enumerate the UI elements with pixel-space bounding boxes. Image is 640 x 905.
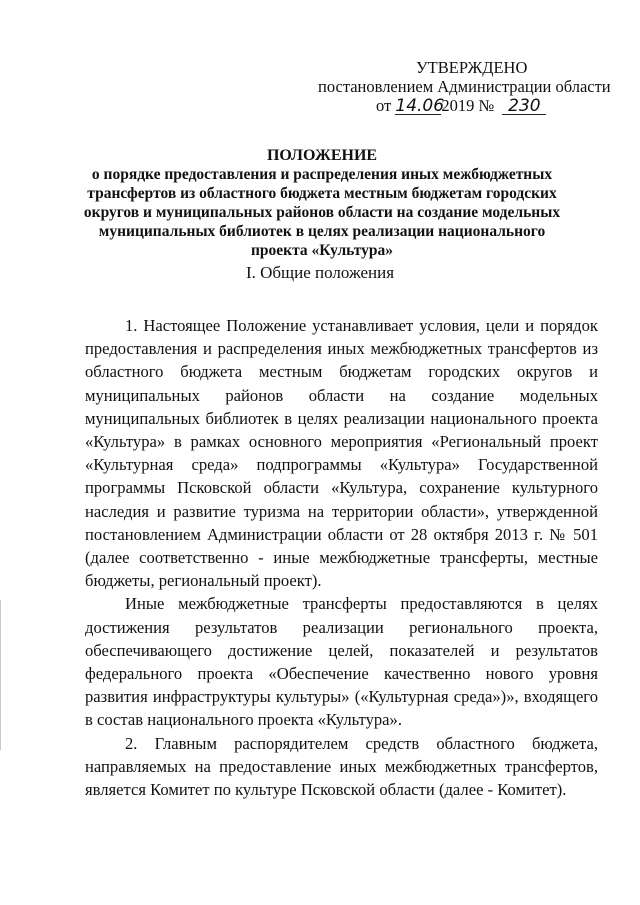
section-title: I. Общие положения	[245, 263, 395, 282]
document-heading	[80, 146, 564, 260]
handwritten-date: 14.06	[395, 96, 445, 116]
handwritten-number: 230	[502, 99, 546, 115]
paragraph-2: Иные межбюджетные трансферты предоставляются в целях достижения результатов реализации регионального проекта, обеспечивающего достижение целей, показателей и результатов федерального проекта «Обеспечение качественно нового уровня развития инфраструктуры культуры» («Культурная среда»)», входящего в состав национального проекта «Культура».	[85, 594, 598, 730]
document-body	[85, 314, 598, 801]
scan-edge-mark	[0, 600, 1, 750]
approval-title: УТВЕРЖДЕНО	[416, 58, 528, 77]
approval-date-line	[318, 96, 608, 115]
date-prefix: от	[376, 96, 392, 115]
year-and-number-label: 2019 №	[441, 96, 495, 115]
approval-authority: постановлением Администрации области	[318, 77, 611, 96]
paragraph-3: 2. Главным распорядителем средств областного бюджета, направляемых на предоставление иных межбюджетных трансфертов, является Комитет по культуре Псковской области (далее - Комитет).	[85, 733, 598, 800]
paragraph-1: 1. Настоящее Положение устанавливает условия, цели и порядок предоставления и распределения иных межбюджетных трансфертов из областного бюджета местным бюджетам городских округов и муниципальных районов области на создание модельных муниципальных библиотек в целях реализации национального проекта «Культура» в рамках основного мероприятия «Региональный проект «Культурная среда» подпрограммы «Культура» Государственной программы Псковской области «Культура, сохранение культурного наследия и развитие туризма на территории области», утвержденной постановлением Администрации области от 28 октября 2013 г. № 501 (далее соответственно - иные межбюджетные трансферты, местные бюджеты, региональный проект).	[85, 316, 598, 591]
document-subtitle: о порядке предоставления и распределения иных межбюджетных трансфертов из областного бюджета местным бюджетам городских округов и муниципальных районов области на создание модельных муниципальных библиотек в целях реализации национального проекта «Культура»	[83, 166, 561, 259]
document-title: ПОЛОЖЕНИЕ	[266, 147, 378, 164]
approval-stamp	[318, 58, 611, 116]
